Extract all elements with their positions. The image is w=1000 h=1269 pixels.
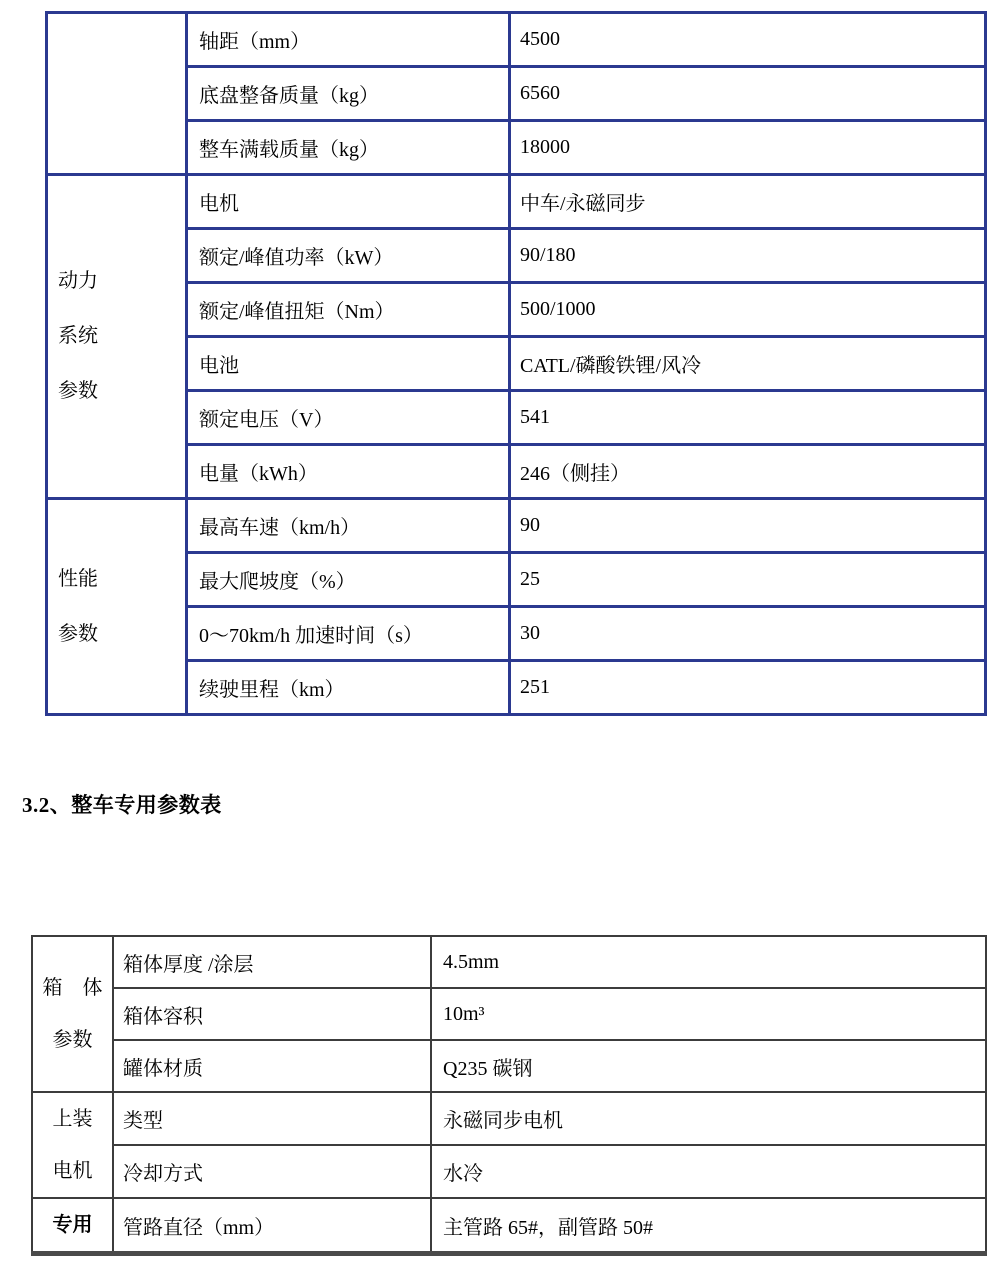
param-label: 最大爬坡度（%） [187, 553, 510, 607]
group-label-line: 参数 [58, 380, 98, 402]
group-cell-empty [47, 13, 187, 175]
group-cell-tank [32, 936, 113, 1092]
param-value: 246（侧挂） [510, 445, 986, 499]
table-row [32, 1092, 986, 1145]
param-value: 25 [510, 553, 986, 607]
param-value: 500/1000 [510, 283, 986, 337]
param-value: 中车/永磁同步 [510, 175, 986, 229]
param-value: 永磁同步电机 [431, 1092, 986, 1145]
table-row [47, 499, 986, 553]
table-row [47, 391, 986, 445]
special-params-table [31, 935, 987, 1256]
param-label: 额定电压（V） [187, 391, 510, 445]
param-label: 类型 [113, 1092, 431, 1145]
param-label: 箱体容积 [113, 988, 431, 1040]
table-row [32, 988, 986, 1040]
param-label: 管路直径（mm） [113, 1198, 431, 1254]
group-cell-performance [47, 499, 187, 715]
group-label-line: 参数 [52, 1029, 93, 1051]
param-value: 18000 [510, 121, 986, 175]
param-value: 541 [510, 391, 986, 445]
group-cell-upper-motor [32, 1092, 113, 1198]
table-row [47, 121, 986, 175]
param-label: 额定/峰值功率（kW） [187, 229, 510, 283]
table-row [47, 13, 986, 67]
param-label: 0～70km/h 加速时间（s） [187, 607, 510, 661]
param-label: 轴距（mm） [187, 13, 510, 67]
table-row [47, 445, 986, 499]
table-row [47, 553, 986, 607]
param-label: 箱体厚度 /涂层 [113, 936, 431, 988]
table-row [47, 337, 986, 391]
group-label-line: 动力 [58, 270, 98, 292]
group-label-line: 上装 [52, 1108, 93, 1130]
table-row [47, 283, 986, 337]
param-value: 90 [510, 499, 986, 553]
table-row [47, 229, 986, 283]
param-value: 251 [510, 661, 986, 715]
param-value: 6560 [510, 67, 986, 121]
param-value: 90/180 [510, 229, 986, 283]
group-cell-special [32, 1198, 113, 1254]
param-value: 10m³ [431, 988, 986, 1040]
param-value: 4500 [510, 13, 986, 67]
param-value: 主管路 65#，副管路 50# [431, 1198, 986, 1254]
group-label-line: 性能 [58, 567, 98, 590]
param-label: 底盘整备质量（kg） [187, 67, 510, 121]
param-label: 冷却方式 [113, 1145, 431, 1198]
param-label: 最高车速（km/h） [187, 499, 510, 553]
table-row [47, 67, 986, 121]
table-row [32, 936, 986, 988]
param-label: 电机 [187, 175, 510, 229]
param-label: 整车满载质量（kg） [187, 121, 510, 175]
table-row [32, 1198, 986, 1254]
param-label: 电池 [187, 337, 510, 391]
table-row [47, 607, 986, 661]
group-label-line: 电机 [52, 1160, 93, 1182]
param-value: 水冷 [431, 1145, 986, 1198]
param-label: 续驶里程（km） [187, 661, 510, 715]
param-label: 电量（kWh） [187, 445, 510, 499]
param-label: 额定/峰值扭矩（Nm） [187, 283, 510, 337]
group-label-line: 箱 体 [42, 977, 103, 999]
table-row [32, 1040, 986, 1092]
group-cell-powertrain [47, 175, 187, 499]
table-row [47, 661, 986, 715]
param-value: 4.5mm [431, 936, 986, 988]
section-heading: 3.2、整车专用参数表 [22, 793, 222, 817]
table-row [32, 1145, 986, 1198]
group-label-line: 系统 [58, 325, 98, 347]
param-value: 30 [510, 607, 986, 661]
group-label-line: 专用 [52, 1214, 93, 1236]
param-value: CATL/磷酸铁锂/风冷 [510, 337, 986, 391]
group-label-line: 参数 [58, 622, 98, 645]
param-value: Q235 碳钢 [431, 1040, 986, 1092]
general-params-table [45, 11, 987, 716]
param-label: 罐体材质 [113, 1040, 431, 1092]
table-row [47, 175, 986, 229]
